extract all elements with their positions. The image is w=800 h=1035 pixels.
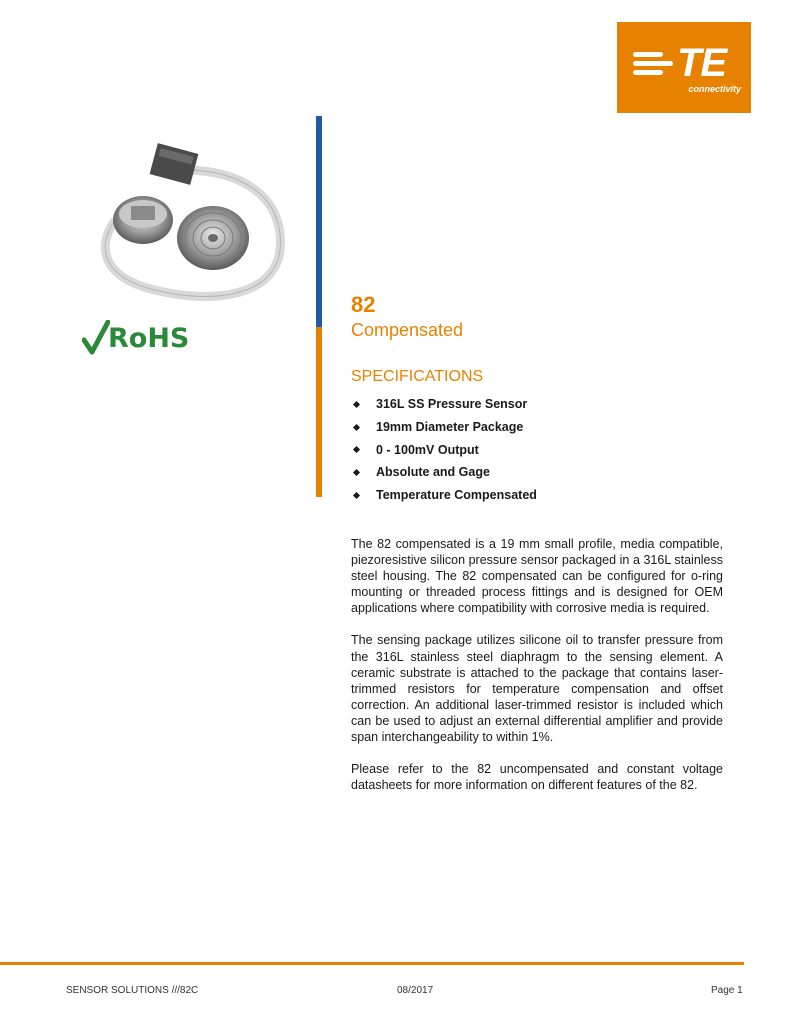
spec-item: Temperature Compensated xyxy=(351,484,537,507)
logo-tagline: connectivity xyxy=(688,84,741,94)
footer-page-number: Page 1 xyxy=(711,985,743,996)
accent-bar-blue xyxy=(316,116,322,327)
spec-item: 316L SS Pressure Sensor xyxy=(351,393,537,416)
footer-document-id: SENSOR SOLUTIONS ///82C xyxy=(66,985,199,996)
footer-divider xyxy=(0,962,744,965)
spec-item: 0 - 100mV Output xyxy=(351,438,537,461)
logo-brand: TE xyxy=(677,41,727,85)
specifications-heading: SPECIFICATIONS xyxy=(351,368,484,385)
footer-date: 08/2017 xyxy=(397,985,434,996)
description-paragraph: Please refer to the 82 uncompensated and constant voltage datasheets for more information on different features of the 82. xyxy=(351,762,723,793)
product-model: 82 xyxy=(351,292,376,317)
checkmark-icon xyxy=(82,320,110,356)
specifications-list xyxy=(351,393,537,506)
product-image xyxy=(95,130,295,310)
product-subtitle: Compensated xyxy=(351,320,464,340)
diamond-bullet-icon xyxy=(353,492,360,499)
rohs-label: RoHS xyxy=(108,322,190,354)
description-paragraph: The 82 compensated is a 19 mm small profile, media compatible, piezoresistive silicon pressure sensor packaged in a 316L stainless steel housing. The 82 compensated can be configured for o-ring mounting or threaded process fittings and is designed for OEM applications where compatibility with corrosive media is required. xyxy=(351,537,723,616)
spec-item: 19mm Diameter Package xyxy=(351,416,537,439)
diamond-bullet-icon xyxy=(353,423,360,430)
logo-lines-icon xyxy=(633,52,673,82)
diamond-bullet-icon xyxy=(353,446,360,453)
rohs-badge xyxy=(82,318,189,358)
accent-bar-orange xyxy=(316,327,322,497)
te-connectivity-logo xyxy=(617,22,751,113)
spec-item: Absolute and Gage xyxy=(351,461,537,484)
description xyxy=(351,536,723,809)
diamond-bullet-icon xyxy=(353,469,360,476)
description-paragraph: The sensing package utilizes silicone oil to transfer pressure from the 316L stainless steel diaphragm to the sensing element. A ceramic substrate is attached to the package that contains laser-trimmed resistors for temperature compensation and offset correction. An additional laser-trimmed resistor is included which can be used to adjust an external differential amplifier and provide span interchangeability to within 1%. xyxy=(351,633,723,745)
diamond-bullet-icon xyxy=(353,401,360,408)
